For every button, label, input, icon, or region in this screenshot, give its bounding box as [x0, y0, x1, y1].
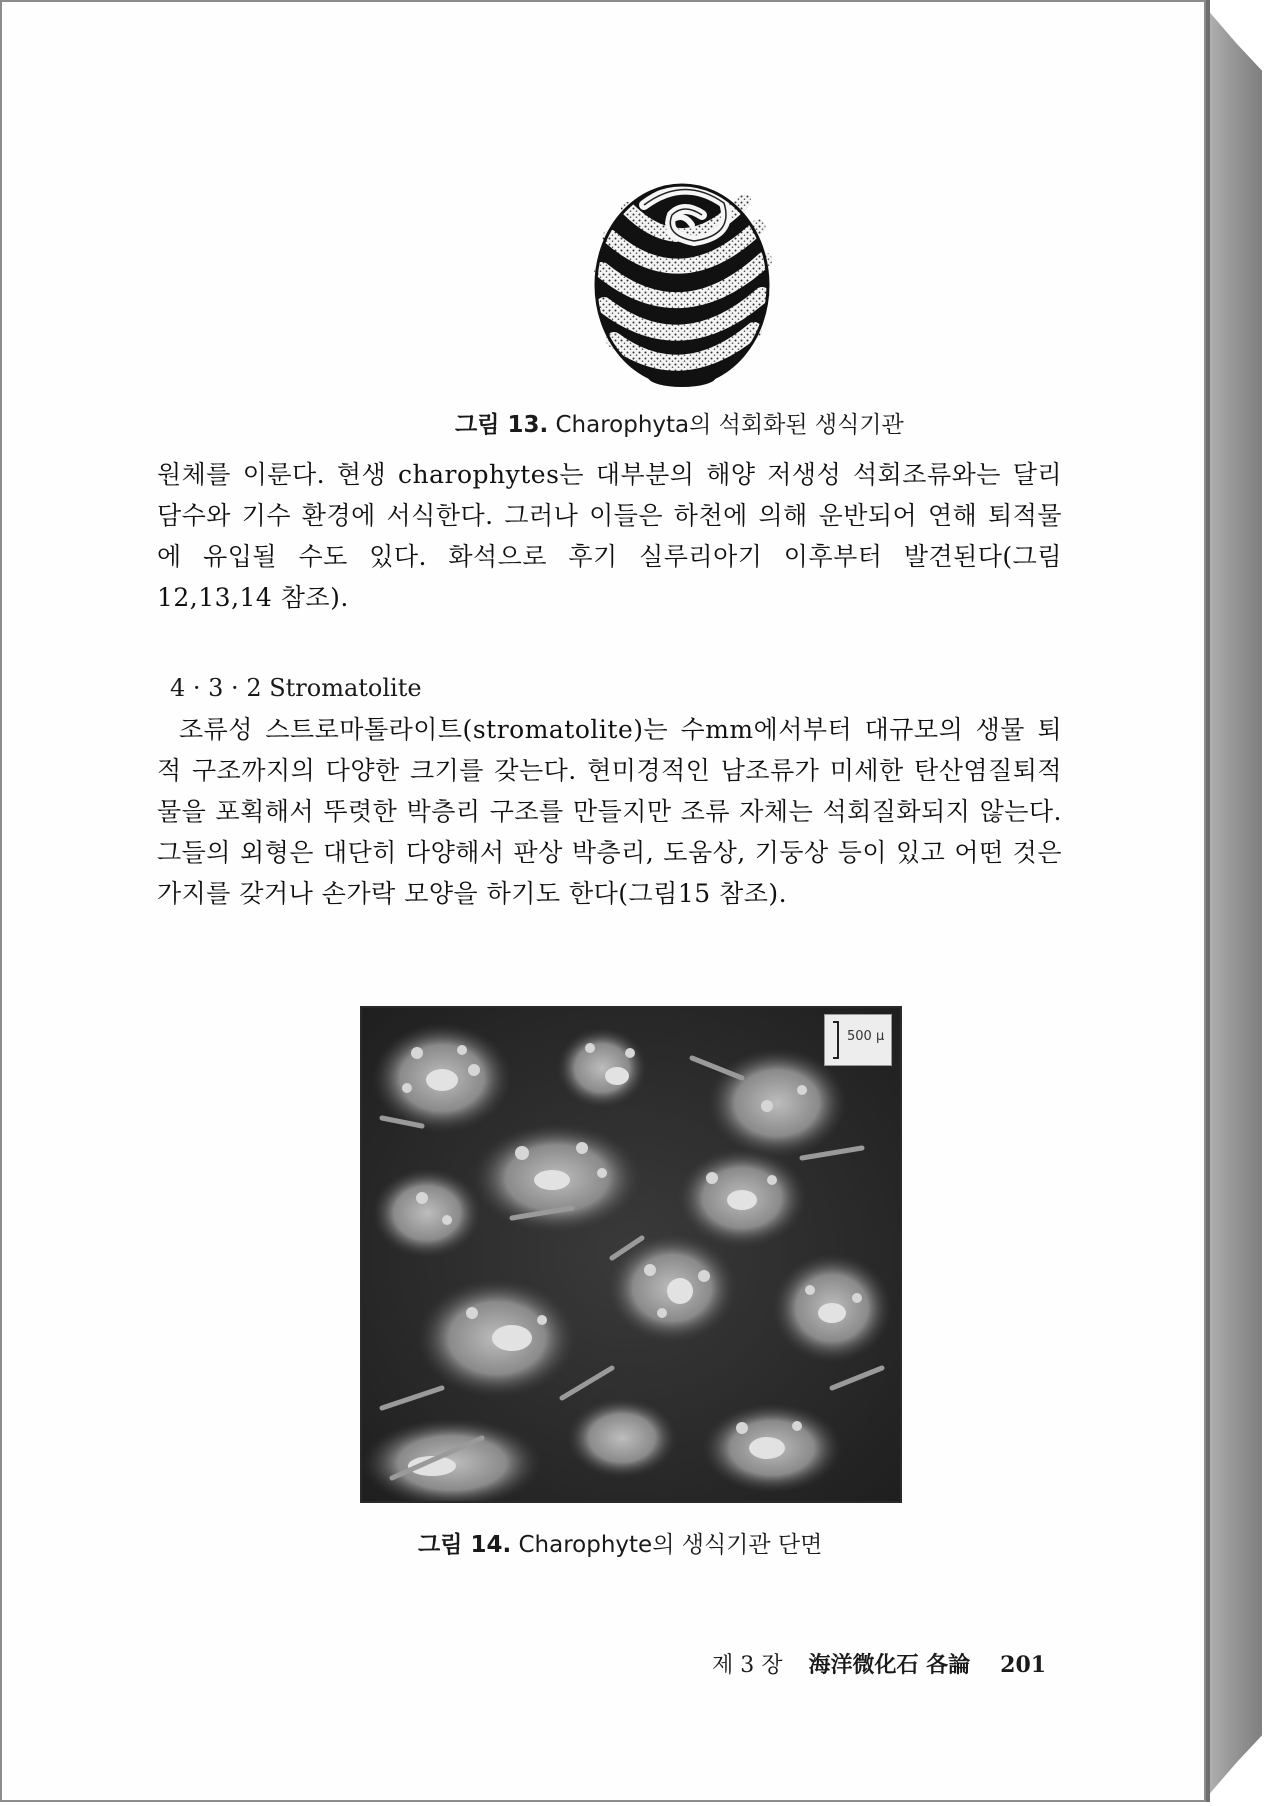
figure-14-caption: [418, 1526, 822, 1559]
footer-chapter: 제 3 장: [712, 1653, 783, 1678]
paragraph-charophytes: 원체를 이룬다. 현생 charophytes는 대부분의 해양 저생성 석회조류와는 달리 담수와 기수 환경에 서식한다. 그러나 이들은 하천에 의해 운반되어 연해 퇴적물에 유입될 수도 있다. 화석으로 후기 실루리아기 이후부터 발견된다(그림12,13,14 참조).: [157, 460, 1062, 612]
figure-14-photomicrograph: [360, 1006, 902, 1503]
scale-bar-box: [824, 1014, 892, 1066]
figure-13-caption-label: 그림 13.: [455, 412, 549, 438]
paragraph-stromatolite: 조류성 스트로마톨라이트(stromatolite)는 수mm에서부터 대규모의 생물 퇴적 구조까지의 다양한 크기를 갖는다. 현미경적인 남조류가 미세한 탄산염질퇴적물을 포획해서 뚜렷한 박층리 구조를 만들지만 조류 자체는 석회질화되지 않는다. 그들의 외형은 대단히 다양해서 판상 박층리, 도움상, 기둥상 등이 있고 어떤 것은 가지를 갖거나 손가락 모양을 하기도 한다(그림15 참조).: [157, 715, 1062, 908]
figure-13-caption: [455, 406, 904, 439]
scale-bar: [833, 1021, 839, 1059]
page-footer: [712, 1648, 1046, 1679]
section-heading-stromatolite: 4 · 3 · 2 Stromatolite: [170, 674, 422, 702]
figure-14-caption-label: 그림 14.: [418, 1532, 512, 1558]
figure-14-caption-text: Charophyte의 생식기관 단면: [511, 1532, 823, 1558]
figure-13-gyrogonite-drawing: [584, 165, 780, 395]
page-edge-shadow: [1206, 0, 1210, 1802]
figure-13-caption-text: Charophyta의 석회화된 생식기관: [548, 412, 904, 438]
page-number: 201: [1000, 1652, 1047, 1678]
scale-bar-label: 500 μ: [847, 1029, 885, 1044]
page-edge: [1206, 8, 1262, 1798]
footer-title: 海洋微化石 各論: [808, 1653, 971, 1678]
figure-14-photo-texture: [362, 1008, 900, 1501]
